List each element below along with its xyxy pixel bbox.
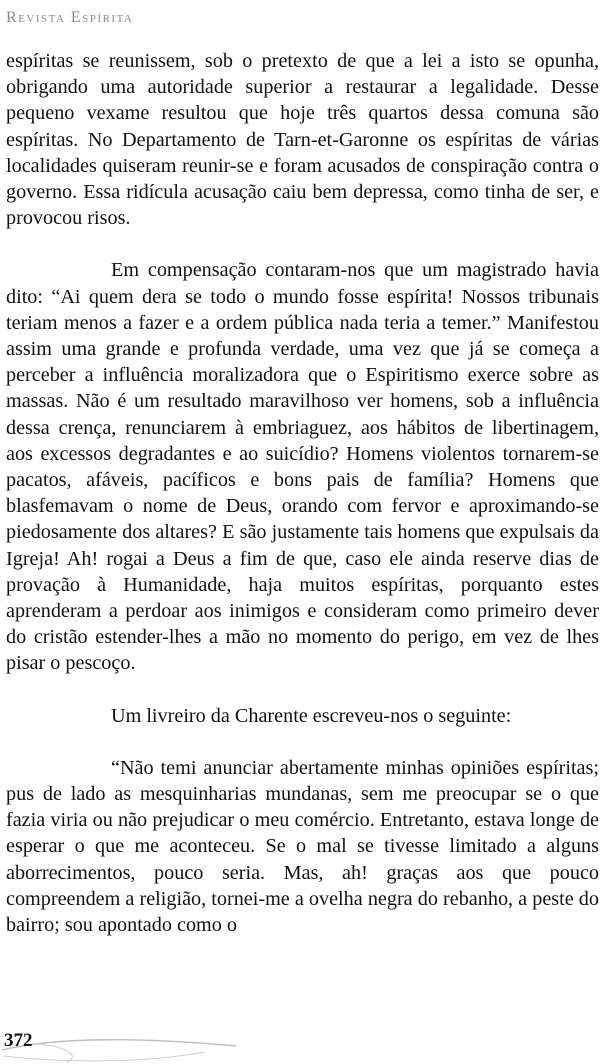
paragraph-continuation: espíritas se reunissem, sob o pretexto de que a lei a isto se opunha, obrigando uma autoridade superior a restaurar a legalidade. Desse pequeno vexame resultou que hoje três quartos dessa comuna são espíritas. No Departamento de Tarn-et-Garonne os espíritas de várias localidades quiseram reunir-se e foram acusados de conspiração contra o governo. Essa ridícula acusação caiu bem depressa, como tinha de ser, e provocou risos. <box>6 50 599 230</box>
paragraph-magistrado: Em compensação contaram-nos que um magistrado havia dito: “Ai quem dera se todo o mundo fosse espírita! Nossos tribunais teriam menos a fazer e a ordem pública nada teria a temer.” Manifestou assim uma grande e profunda verdade, uma vez que já se começa a perceber a influência moralizadora que o Espiritismo exerce sobre as massas. Não é um resultado maravilhoso ver homens, sob a influência dessa crença, renunciarem à embriaguez, aos hábitos de libertinagem, aos excessos degradantes e ao suicídio? Homens violentos tornarem-se pacatos, afáveis, pacíficos e bons pais de família? Homens que blasfemavam o nome de Deus, orando com fervor e aproximando-se piedosamente dos altares? E são justamente tais homens que expulsais da Igreja! Ah! rogai a Deus a fim de que, caso ele ainda reserve dias de provação à Humanidade, haja muitos espíritas, porquanto estes aprenderam a perdoar aos inimigos e consideram como primeiro dever do cristão estender-lhes a mão no momento do perigo, em vez de lhes pisar o pescoço. <box>6 259 599 675</box>
page-number: 372 <box>4 1030 33 1051</box>
paragraph-livreiro-letter: “Não temi anunciar abertamente minhas opiniões espíritas; pus de lado as mesquinharias mundanas, sem me preocupar se o que fazia viria ou não prejudicar o meu comércio. Entretanto, estava longe de esperar o que me aconteceu. Se o mal se tivesse limitado a alguns aborrecimentos, pouco seria. Mas, ah! graças aos que pouco compreendem a religião, tornei-me a ovelha negra do rebanho, a peste do bairro; sou apontado como o <box>6 756 599 937</box>
page-body-text <box>6 48 599 938</box>
decorative-swoosh-icon <box>0 1016 240 1064</box>
paragraph-livreiro-intro: Um livreiro da Charente escreveu-nos o seguinte: <box>111 704 512 727</box>
running-head-title: Revista Espírita <box>6 9 134 26</box>
